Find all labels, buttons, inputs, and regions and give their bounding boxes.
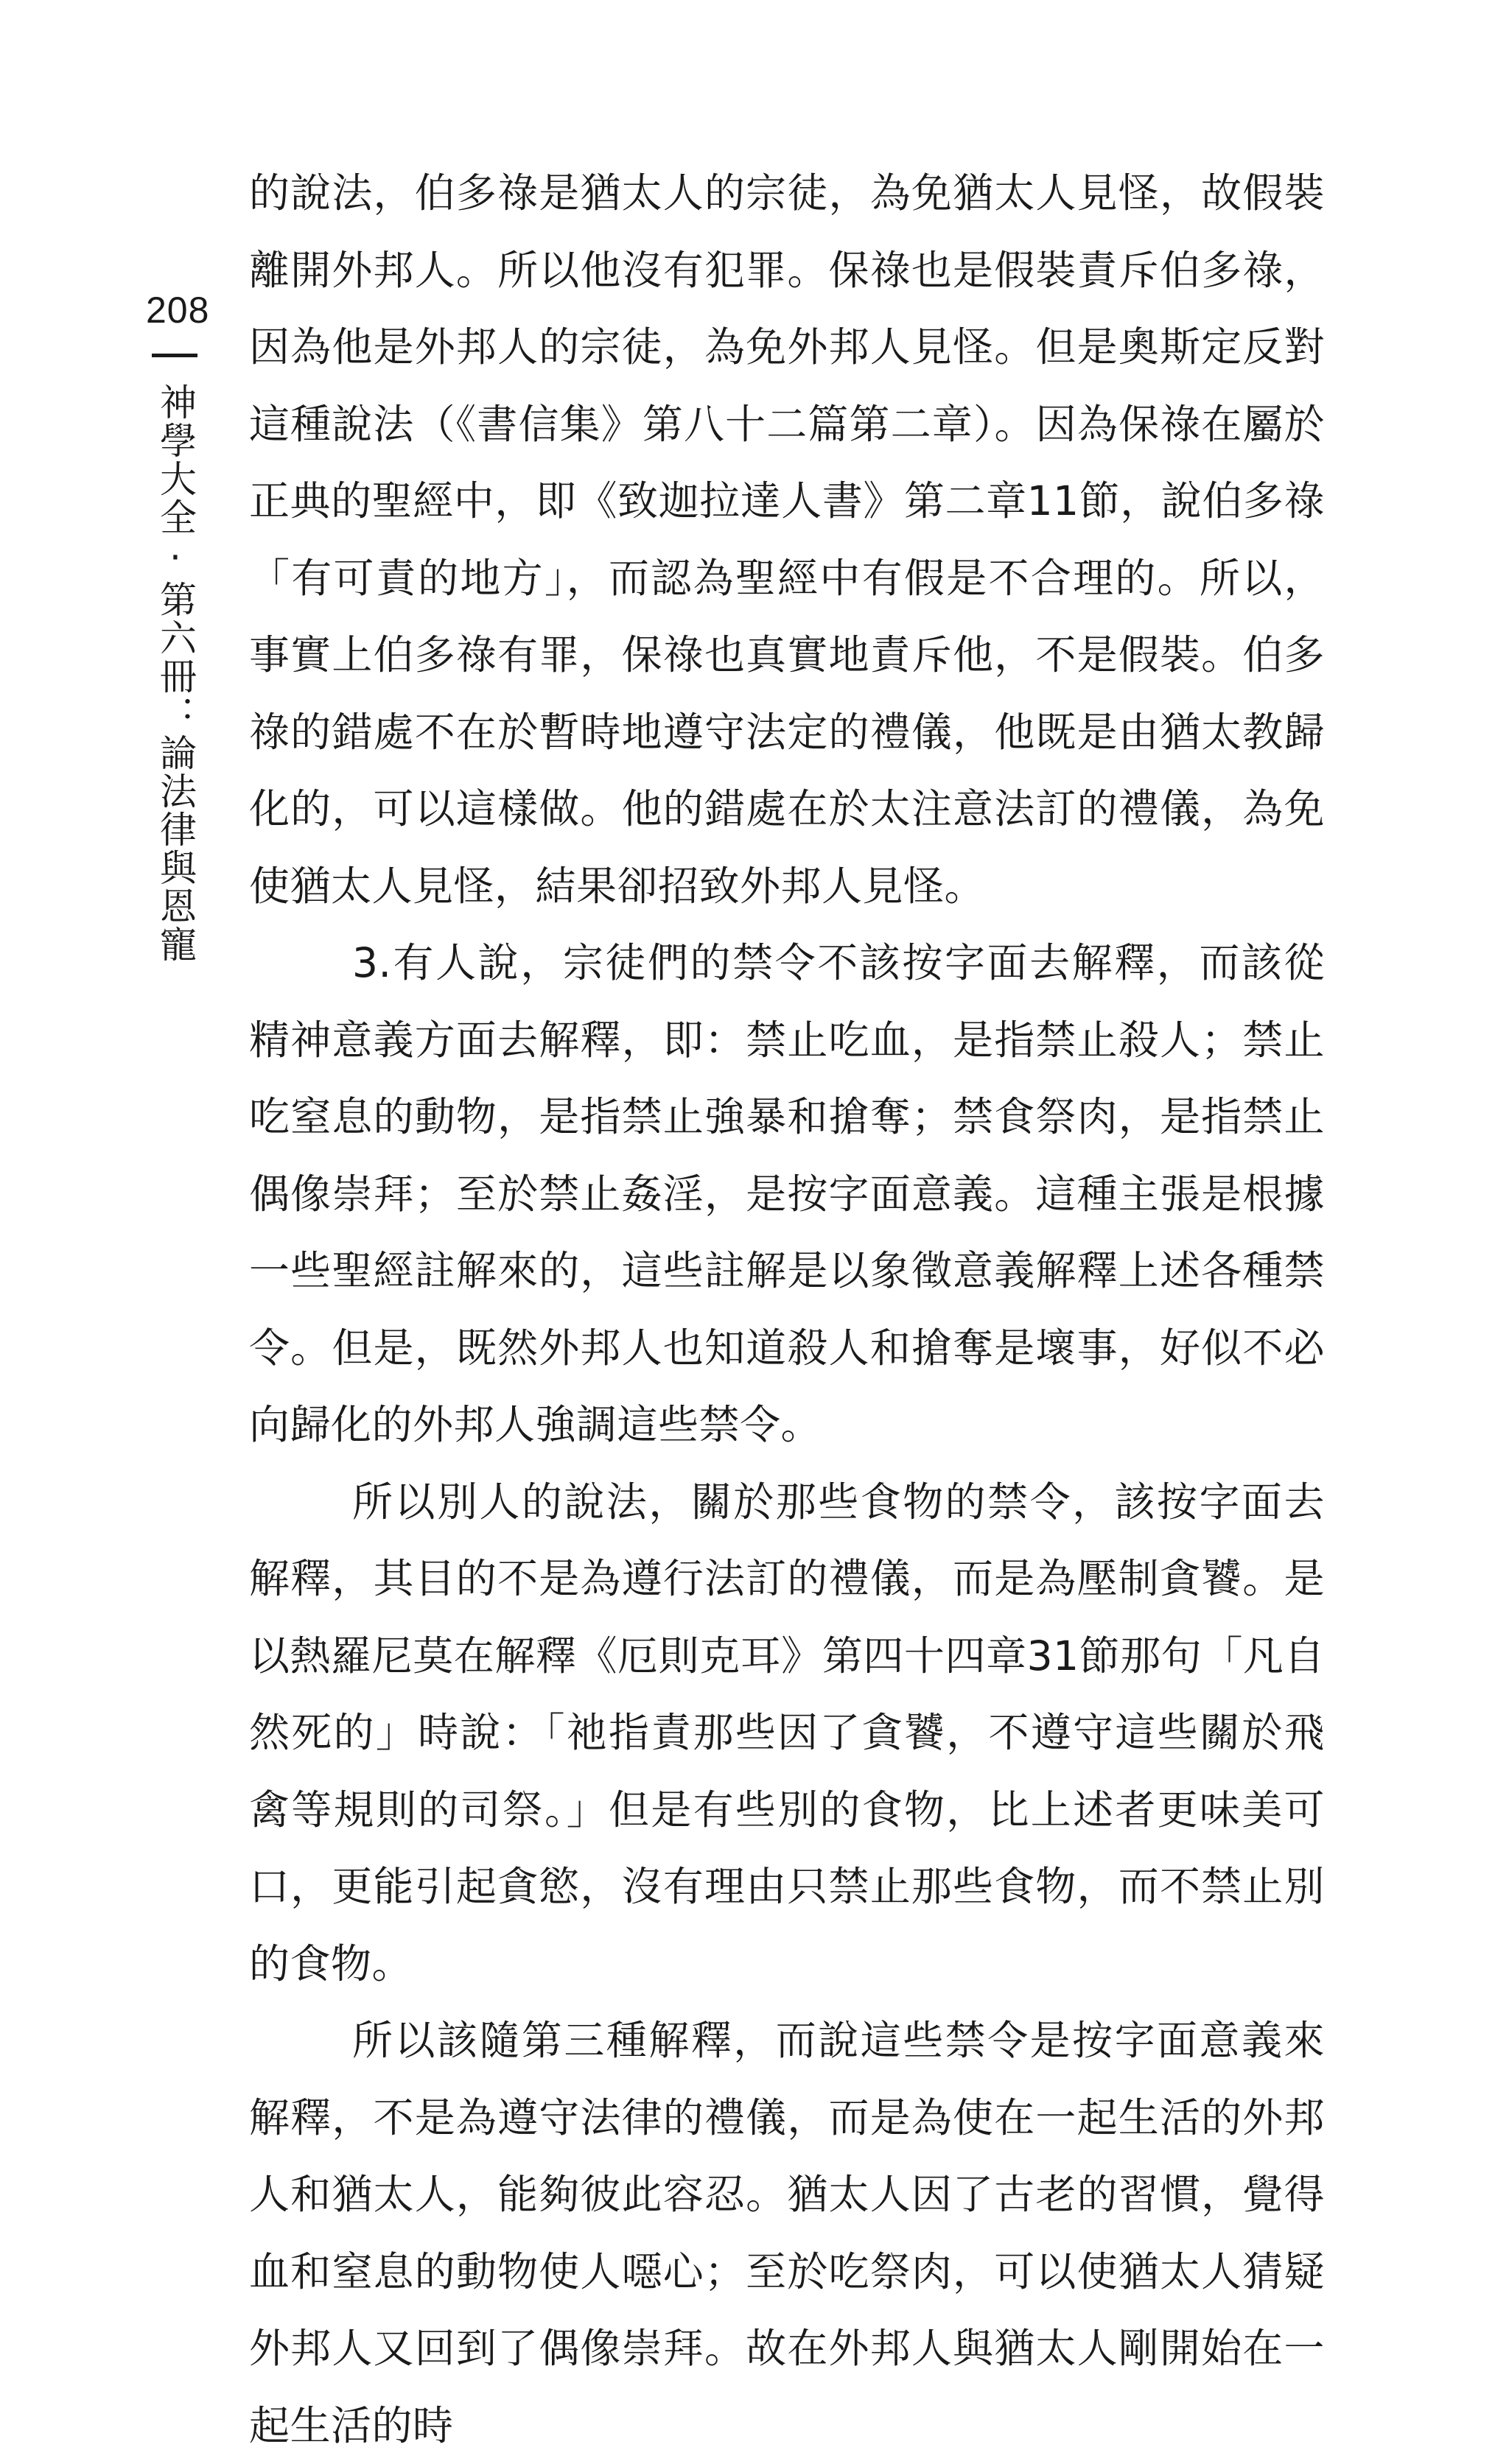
running-title-rule <box>152 354 197 357</box>
paragraph-third-view: 所以該隨第三種解釋，而說這些禁令是按字面意義來解釋，不是為遵守法律的禮儀，而是為使在一起生活的外邦人和猶太人，能夠彼此容忍。猶太人因了古老的習慣，覺得血和窒息的動物使人噁心；至於吃祭肉，可以使猶太人猜疑外邦人又回到了偶像崇拜。故在外邦人與猶太人剛開始在一起生活的時 <box>249 2017 1325 2449</box>
running-title: 神學大全·第六冊：論法律與恩寵 <box>154 383 197 964</box>
paragraph-second-view: 所以別人的說法，關於那些食物的禁令，該按字面去解釋，其目的不是為遵行法訂的禮儀，而是為壓制貪饕。是以熱羅尼莫在解釋《厄則克耳》第四十四章31節那句「凡自然死的」時說：「祂指責那些因了貪饕，不遵守這些關於飛禽等規則的司祭。」但是有些別的食物，比上述者更味美可口，更能引起貪慾，沒有理由只禁止那些食物，而不禁止別的食物。 <box>249 1478 1325 1987</box>
body-text <box>249 155 1325 2464</box>
page-number: 208 <box>146 289 210 331</box>
paragraph-continued: 的說法，伯多祿是猶太人的宗徒，為免猶太人見怪，故假裝離開外邦人。所以他沒有犯罪。保祿也是假裝責斥伯多祿，因為他是外邦人的宗徒，為免外邦人見怪。但是奧斯定反對這種說法（《書信集》第八十二篇第二章）。因為保祿在屬於正典的聖經中，即《致迦拉達人書》第二章11節，說伯多祿「有可責的地方」，而認為聖經中有假是不合理的。所以，事實上伯多祿有罪，保祿也真實地責斥他，不是假裝。伯多祿的錯處不在於暫時地遵守法定的禮儀，他既是由猶太教歸化的，可以這樣做。他的錯處在於太注意法訂的禮儀，為免使猶太人見怪，結果卻招致外邦人見怪。 <box>249 169 1325 910</box>
paragraph-objection-3: 3.有人說，宗徒們的禁令不該按字面去解釋，而該從精神意義方面去解釋，即：禁止吃血，是指禁止殺人；禁止吃窒息的動物，是指禁止強暴和搶奪；禁食祭肉，是指禁止偶像崇拜；至於禁止姦淫，是按字面意義。這種主張是根據一些聖經註解來的，這些註解是以象徵意義解釋上述各種禁令。但是，既然外邦人也知道殺人和搶奪是壞事，好似不必向歸化的外邦人強調這些禁令。 <box>249 939 1325 1448</box>
